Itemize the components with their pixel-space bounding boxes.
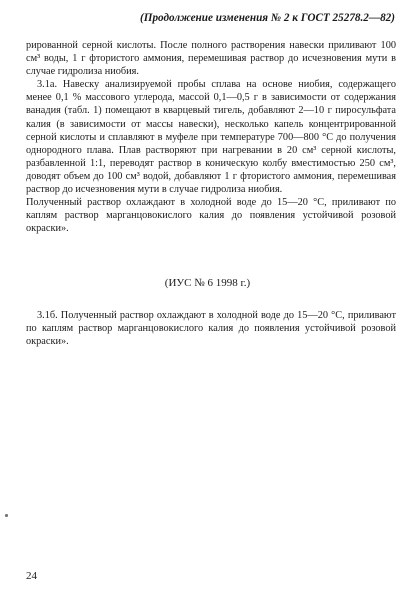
continuation-header: (Продолжение изменения № 2 к ГОСТ 25278.2—82) [140, 12, 395, 24]
scan-speck [5, 514, 8, 517]
paragraph-3-1a-cont: Полученный раствор охлаждают в холодной воде до 15—20 °С, приливают по каплям раствор марганцовокислого калия до появления устойчивой розовой окраски». [26, 197, 396, 235]
page-number: 24 [26, 570, 37, 582]
body-text [26, 39, 396, 235]
paragraph-continued: рированной серной кислоты. После полного растворения навески приливают 100 см³ воды, 1 г фтористого аммония, перемешивая раствор до исчезновения мути в случае гидролиза ниобия. [26, 40, 396, 78]
paragraph-3-1a: 3.1а. Навеску анализируемой пробы сплава на основе ниобия, содержащего менее 0,1 % массового углерода, массой 0,1—0,5 г в зависимости от содержания ванадия (табл. 1) помещают в кварцевый тигель, добавляют 2—10 г пиросульфата калия (в зависимости от массы навески), несколько капель концентрированной серной кислоты и сплавляют в муфеле при температуре 700—800 °С до получения однородного плава. Плав растворяют при нагревании в 20 см³ серной кислоты, разбавленной 1:1, переводят раствор в коническую колбу вместимостью 250 см³, доводят объем до 100 см³ водой, добавляют 1 г фтористого аммония, перемешивая раствор до исчезновения мути в случае гидролиза ниобия. [26, 79, 396, 196]
body-text-lower [26, 309, 396, 348]
source-note: (ИУС № 6 1998 г.) [164, 277, 251, 289]
paragraph-3-1b: 3.1б. Полученный раствор охлаждают в холодной воде до 15—20 °С, приливают по каплям раствор марганцовокислого калия до появления устойчивой розовой окраски». [26, 310, 396, 348]
